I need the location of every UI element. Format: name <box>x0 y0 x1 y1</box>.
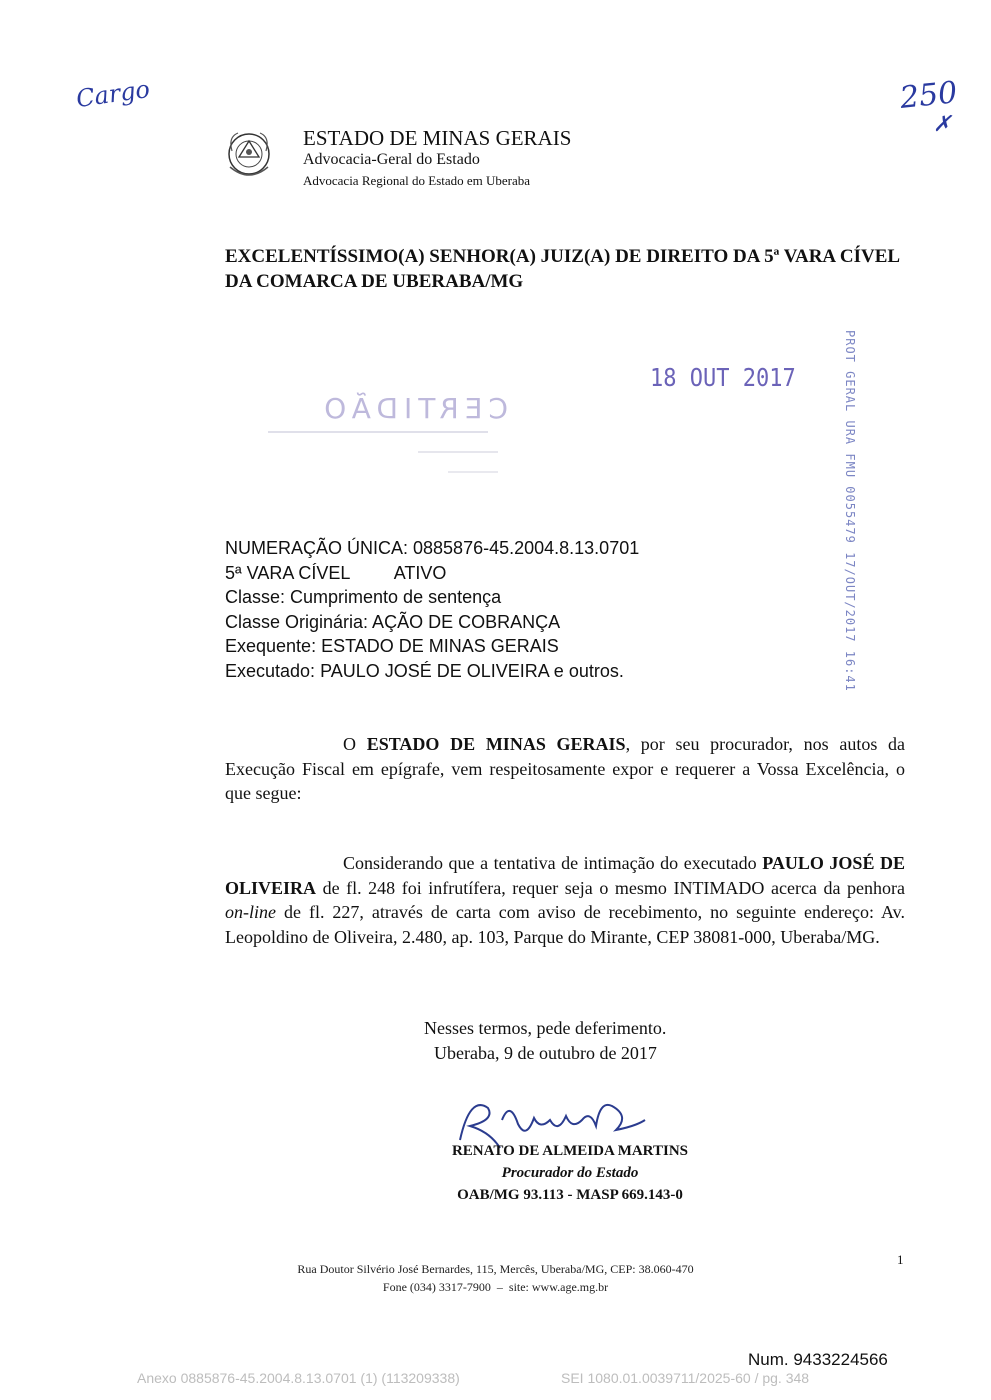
document-number: Num. 9433224566 <box>748 1350 888 1369</box>
date-stamp: 18 OUT 2017 <box>650 364 796 393</box>
handwritten-note-left: Cargo <box>74 74 152 114</box>
protocol-stamp: PROT GERAL URA FMU 0055479 17/OUT/2017 16:41 <box>843 330 857 692</box>
footer-contact: Fone (034) 3317-7900 – site: www.age.mg.br <box>382 1280 609 1294</box>
sei-reference: SEI 1080.01.0039711/2025-60 / pg. 348 <box>561 1370 810 1386</box>
page-number: 1 <box>897 1252 904 1267</box>
party-name-bold: ESTADO DE MINAS GERAIS <box>366 734 626 754</box>
page-footer <box>0 1260 991 1296</box>
certidao-stamp <box>268 392 508 532</box>
addressee-heading: EXCELENTÍSSIMO(A) SENHOR(A) JUIZ(A) DE DIREITO DA 5ª VARA CÍVEL DA COMARCA DE UBERABA/MG <box>225 246 899 292</box>
online-italic: on-line <box>225 902 276 922</box>
case-number: NUMERAÇÃO ÚNICA: 0885876-45.2004.8.13.0701 <box>225 538 640 558</box>
paragraph-request-intro: O ESTADO DE MINAS GERAIS, por seu procurador, nos autos da Execução Fiscal em epígrafe, vem respeitosamente expor e requerer a Vossa Excelência, o que segue: <box>225 734 906 803</box>
signatory-name: RENATO DE ALMEIDA MARTINS <box>451 1143 689 1159</box>
signatory-registration: OAB/MG 93.113 - MASP 669.143-0 <box>457 1187 683 1203</box>
annex-reference: Anexo 0885876-45.2004.8.13.0701 (1) (113209338) <box>137 1370 460 1386</box>
coat-of-arms-logo <box>224 127 274 185</box>
case-court: 5ª VARA CÍVEL ATIVO <box>225 562 447 583</box>
header-state-name: ESTADO DE MINAS GERAIS <box>303 126 572 150</box>
certidao-stamp-title: CERTIDÃO <box>318 392 508 425</box>
closing-place-date: Uberaba, 9 de outubro de 2017 <box>434 1043 657 1063</box>
case-plaintiff: Exequente: ESTADO DE MINAS GERAIS <box>225 636 559 657</box>
handwritten-mark: ✗ <box>933 112 952 137</box>
paragraph-request-body: Considerando que a tentativa de intimação do executado PAULO JOSÉ DE OLIVEIRA de fl. 248 foi infrutífera, requer seja o mesmo INTIMADO acerca da penhora on-line de fl. 227, através de carta com aviso de recebimento, no seguinte endereço: Av. Leopoldino de Oliveira, 2.480, ap. 103, Parque do Mirante, CEP 38081-000, Uberaba/MG. <box>225 853 905 947</box>
case-defendant: Executado: PAULO JOSÉ DE OLIVEIRA e outros. <box>225 660 624 681</box>
header-agency: Advocacia-Geral do Estado <box>303 151 480 168</box>
signatory-title: Procurador do Estado <box>501 1165 639 1181</box>
case-information <box>225 536 639 684</box>
case-original-class: Classe Originária: AÇÃO DE COBRANÇA <box>225 611 561 632</box>
case-class: Classe: Cumprimento de sentença <box>225 587 502 608</box>
closing-request: Nesses termos, pede deferimento. <box>424 1018 667 1038</box>
handwritten-page-number: 250 <box>898 75 959 116</box>
header-regional-office: Advocacia Regional do Estado em Uberaba <box>303 173 531 188</box>
signatory-block <box>420 1140 720 1206</box>
footer-address: Rua Doutor Silvério José Bernardes, 115, Mercês, Uberaba/MG, CEP: 38.060-470 <box>297 1262 694 1276</box>
defendant-name-bold: PAULO JOSÉ DE OLIVEIRA <box>225 853 905 898</box>
